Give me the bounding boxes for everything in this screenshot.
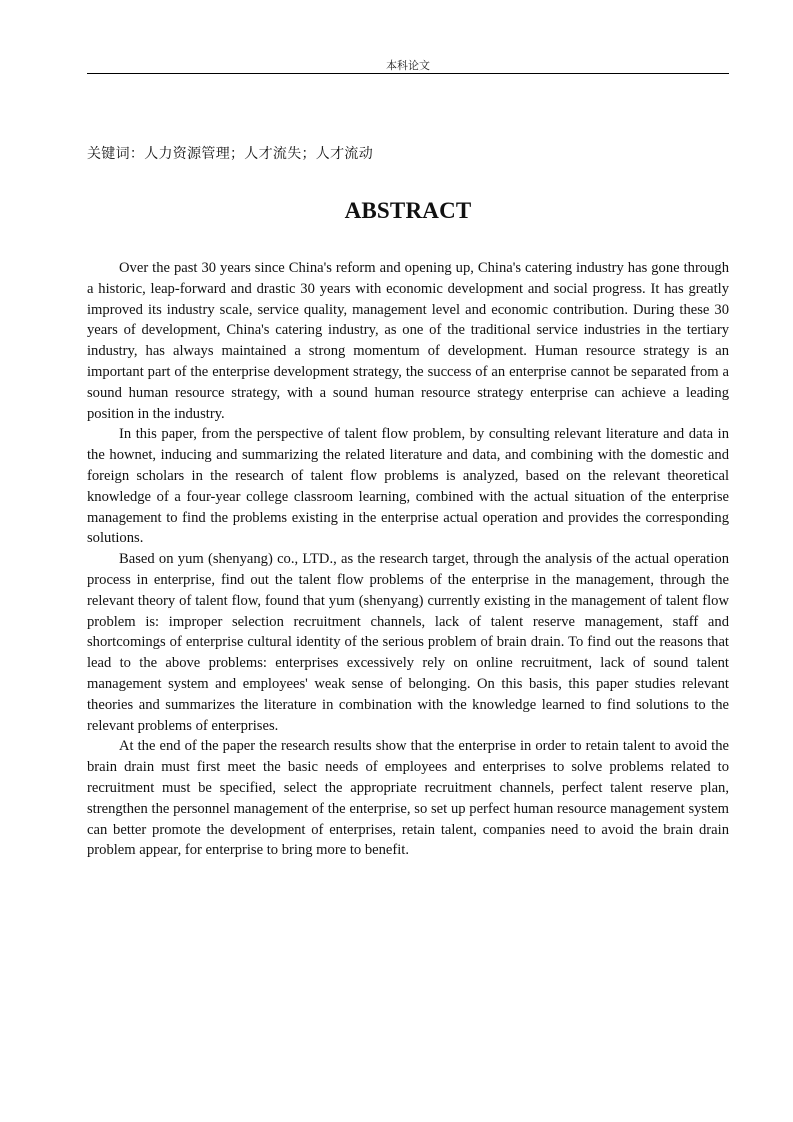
keywords-line: 关键词：人力资源管理；人才流失；人才流动 [87,146,373,162]
abstract-paragraph-4: At the end of the paper the research results show that the enterprise in order to retain talent to avoid the brain drain must first meet the basic needs of employees and enterprises to solve problems related to recruitment must be specified, select the appropriate recruitment channels, perfect talent reserve plan, strengthen the personnel management of the enterprise, so set up perfect human resource management system can better promote the development of enterprises, retain talent, companies need to avoid the brain drain problem appear, for enterprise to bring more to benefit. [87,738,729,859]
abstract-paragraph-2: In this paper, from the perspective of talent flow problem, by consulting relevant literature and data in the hownet, inducing and summarizing the related literature and data, and combining with the domestic and foreign scholars in the research of talent flow problems is analyzed, based on the relevant theoretical knowledge of a four-year college classroom learning, combined with the actual situation of the enterprise management to find the problems existing in the enterprise actual operation and provides the corresponding solutions. [87,426,729,547]
abstract-title: ABSTRACT [344,198,472,223]
header-rule [87,73,729,74]
abstract-paragraph-1: Over the past 30 years since China's reform and opening up, China's catering industry has gone through a historic, leap-forward and drastic 30 years with economic development and social progress. It has greatly improved its industry scale, service quality, management level and economic contribution. During these 30 years of development, China's catering industry, as one of the traditional service industries in the tertiary industry, has always maintained a strong momentum of development. Human resource strategy is an important part of the enterprise development strategy, the success of an enterprise cannot be separated from a sound human resource strategy, with a sound human resource strategy enterprise can achieve a leading position in the industry. [87,260,729,422]
running-header: 本科论文 [386,59,430,72]
abstract-body [87,258,729,861]
abstract-paragraph-3: Based on yum (shenyang) co., LTD., as the research target, through the analysis of the actual operation process in enterprise, find out the talent flow problems of the enterprise in the management, through the relevant theory of talent flow, found that yum (shenyang) currently existing in the management of talent flow problem is: improper selection recruitment channels, lack of talent reserve management, staff and shortcomings of enterprise cultural identity of the serious problem of brain drain. To find out the reasons that lead to the above problems: enterprises excessively rely on online recruitment, lack of sound talent management system and employees' weak sense of belonging. On this basis, this paper studies relevant theories and summarizes the literature in combination with the knowledge learned to find solutions to the relevant problems of enterprises. [87,551,729,734]
